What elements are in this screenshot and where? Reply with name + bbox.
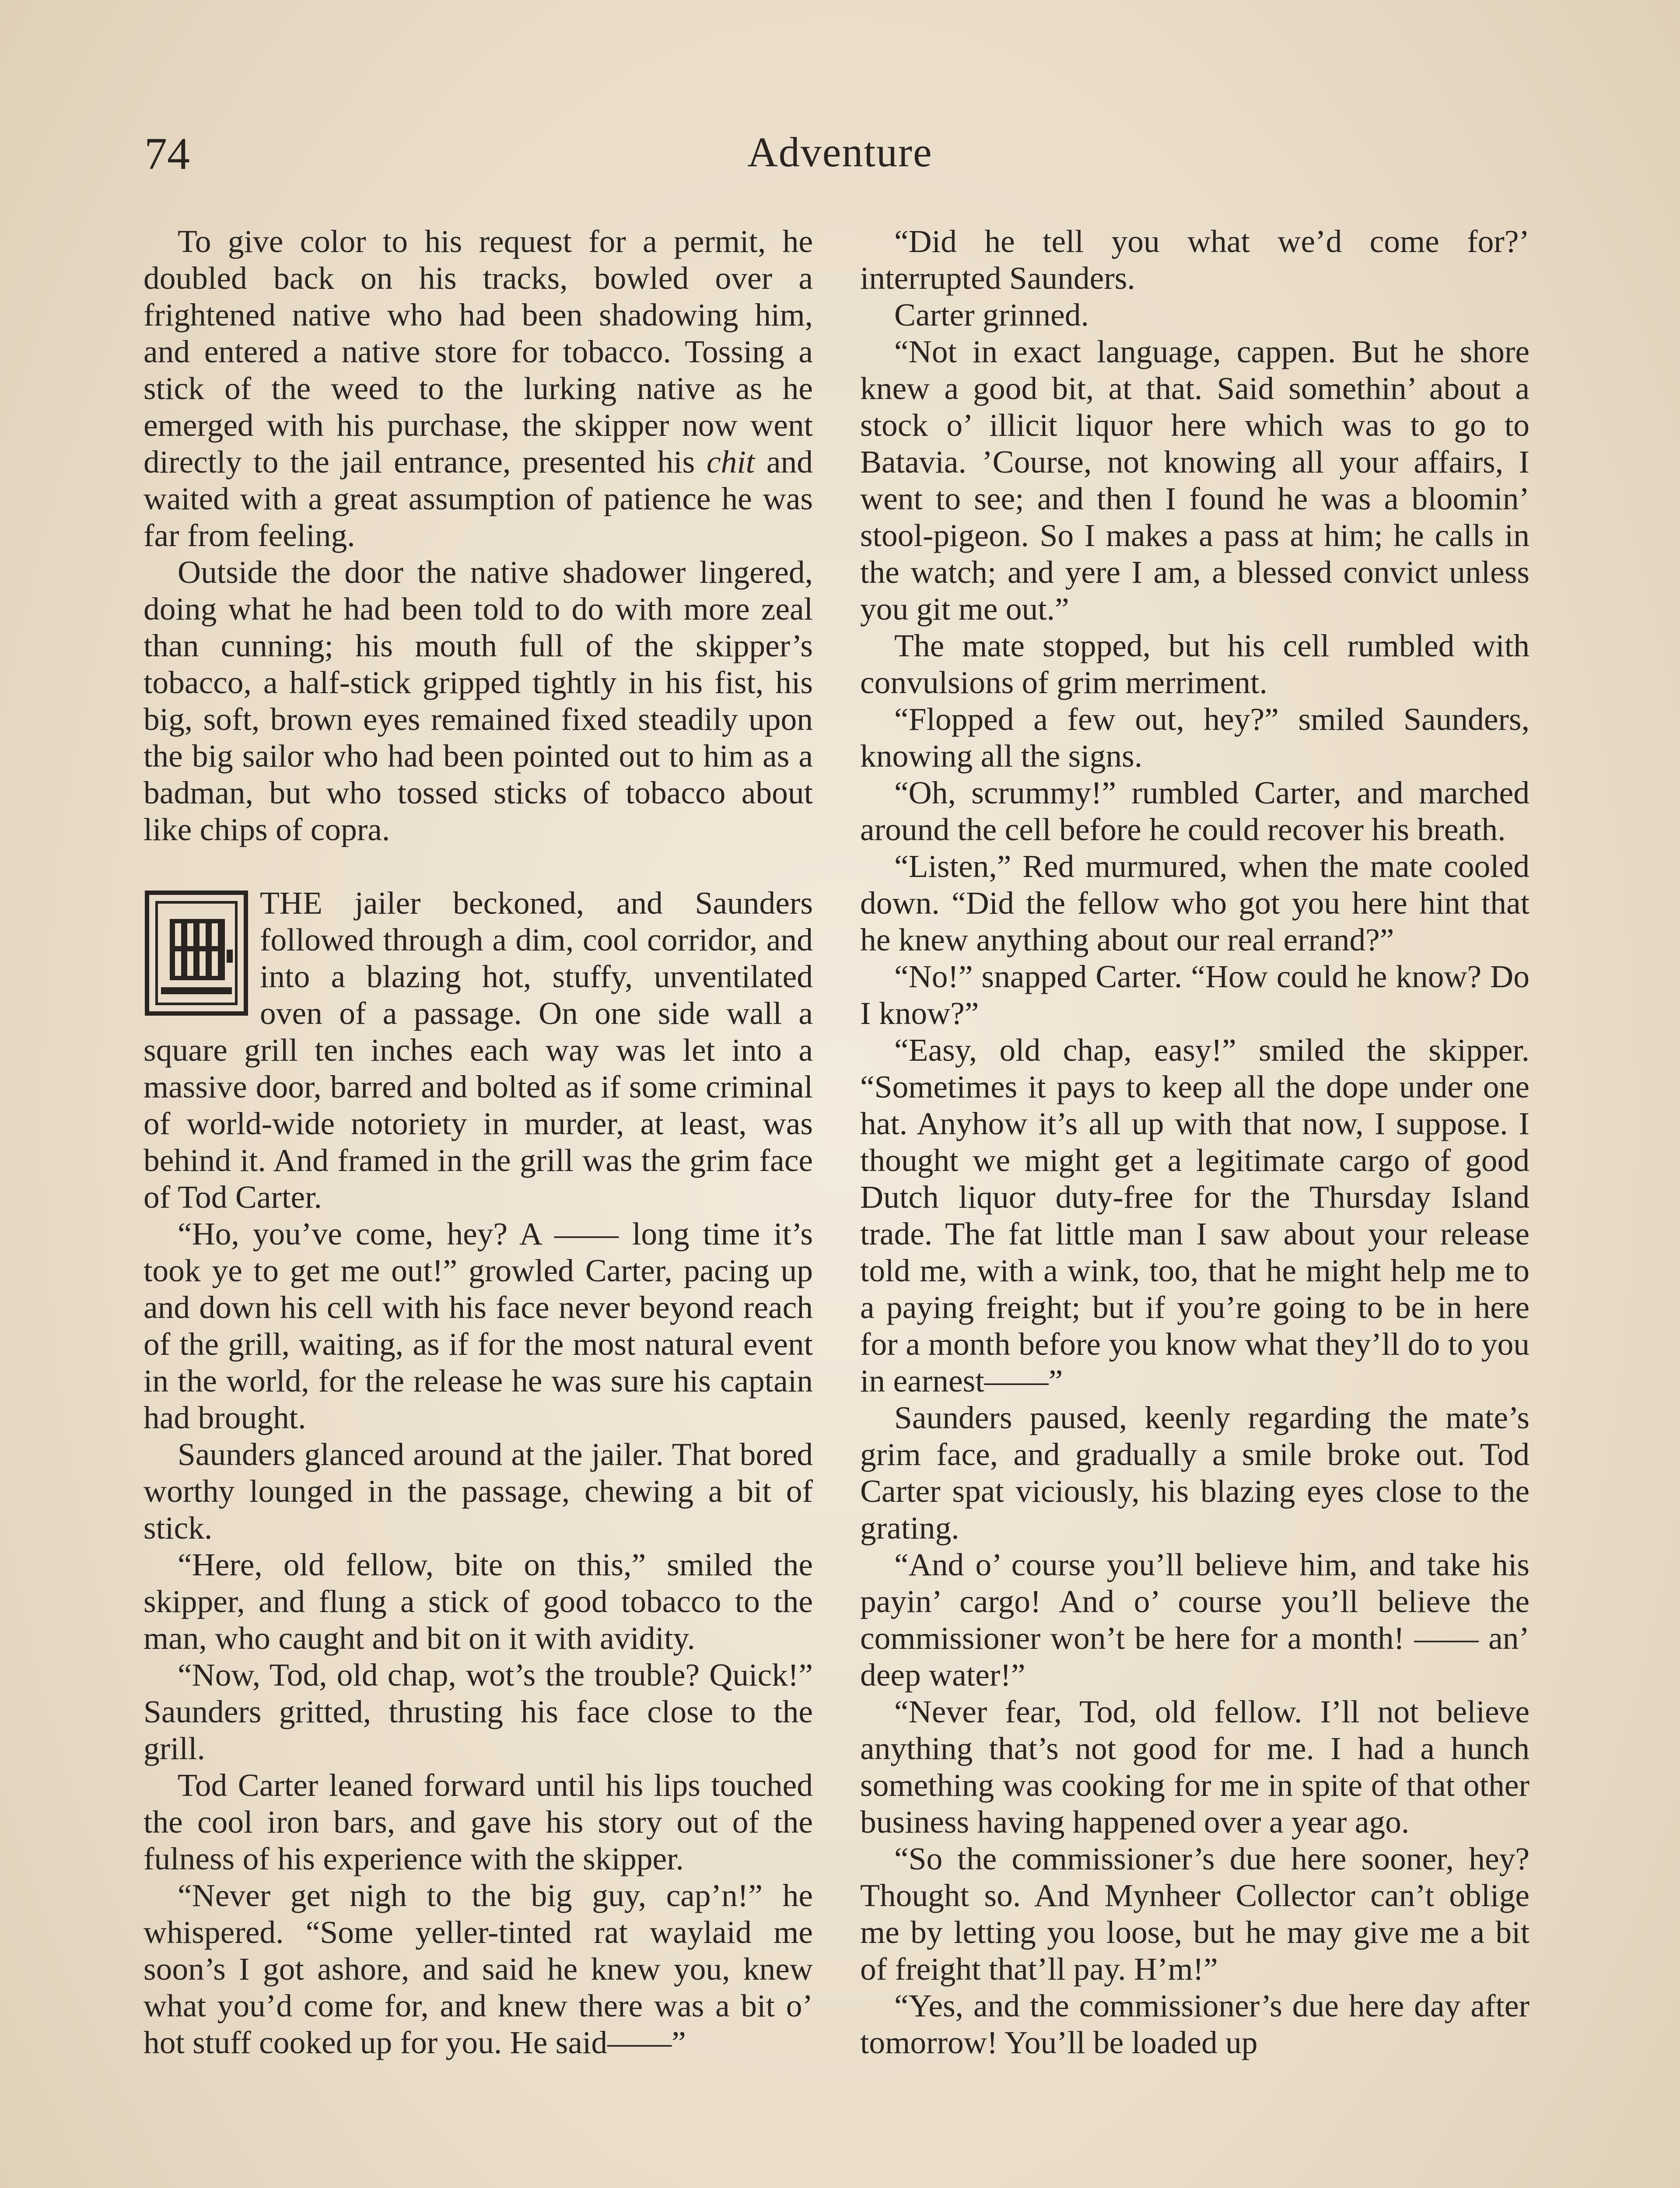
paragraph: “No!” snapped Carter. “How could he know? Do I know?” — [860, 959, 1530, 1031]
paragraph-text: and waited with a great assumption of patience he was far from feeling. — [144, 444, 813, 553]
paragraph: “Now, Tod, old chap, wot’s the trouble? Quick!” Saunders gritted, thrusting his face close to the grill. — [144, 1657, 813, 1766]
paragraph: Carter grinned. — [894, 297, 1089, 333]
paragraph — [144, 223, 813, 554]
italic-word: chit — [706, 444, 755, 480]
page-header — [144, 131, 1536, 193]
paragraph: Saunders paused, keenly regarding the mate’s grim face, and gradually a smile broke out. Tod Carter spat viciously, his blazing eyes close to the grating. — [860, 1400, 1530, 1546]
paragraph: Tod Carter leaned forward until his lips touched the cool iron bars, and gave his story out of the fulness of his experience with the skipper. — [144, 1767, 813, 1876]
paragraph: “Here, old fellow, bite on this,” smiled the skipper, and flung a stick of good tobacco to the man, who caught and bit on it with avidity. — [144, 1547, 813, 1656]
paragraph: “Oh, scrummy!” rumbled Carter, and marched around the cell before he could recover his breath. — [860, 775, 1530, 847]
paragraph-text: THE jailer beckoned, and Saunders followed through a dim, cool corridor, and into a blazing hot, stuffy, unventilated oven of a passage. On one side wall a square grill ten inches each way was let into a massive door, barred and bolted as if some criminal of world-wide notoriety in murder, at least, was behind it. And framed in the grill was the grim face of Tod Carter. — [144, 885, 813, 1215]
paragraph: “And o’ course you’ll believe him, and take his payin’ cargo! And o’ course you’ll believe the commissioner won’t be here for a month! —— an’ deep water!” — [860, 1547, 1530, 1693]
paragraph: “Easy, old chap, easy!” smiled the skipper. “Sometimes it pays to keep all the dope under one hat. Anyhow it’s all up with that now, I suppose. I thought we might get a legitimate cargo of good Dutch liquor duty-free for the Thursday Island trade. The fat little man I saw about your release told me, with a wink, too, that he might help me to a paying freight; but if you’re going to be in here for a month before you know what they’ll do to you in earnest——” — [860, 1032, 1530, 1399]
paragraph: “Listen,” Red murmured, when the mate cooled down. “Did the fellow who got you here hint that he knew anything about our real errand?” — [860, 849, 1530, 957]
paragraph: “Never fear, Tod, old fellow. I’ll not believe anything that’s not good for me. I had a hunch something was cooking for me in spite of that other business having happened over a year ago. — [860, 1694, 1530, 1840]
paragraph: Saunders glanced around at the jailer. That bored worthy lounged in the passage, chewing a bit of stick. — [144, 1437, 813, 1546]
paragraph-with-dropcap — [144, 885, 813, 1216]
paragraph: “Ho, you’ve come, hey? A —— long time it’s took ye to get me out!” growled Carter, pacing up and down his cell with his face never beyond reach of the grill, waiting, as if for the most natural event in the world, for the release he was sure his captain had brought. — [144, 1216, 813, 1435]
paragraph-text: To give color to his request for a permit, he doubled back on his tracks, bowled over a frightened native who had been shadowing him, and entered a native store for tobacco. Tossing a stick of the weed to the lurking native as he emerged with his purchase, the skipper now went directly to the jail entrance, presented his — [144, 224, 813, 480]
paragraph: “Flopped a few out, hey?” smiled Saunders, knowing all the signs. — [860, 701, 1530, 774]
paragraph: “Never get nigh to the big guy, cap’n!” he whispered. “Some yeller-tinted rat waylaid me soon’s I got ashore, and said he knew you, knew what you’d come for, and knew there was a bit o’ hot stuff cooked up for you. He said——” — [144, 1878, 813, 2060]
right-column — [860, 223, 1530, 2061]
paragraph: “Not in exact language, cappen. But he shore knew a good bit, at that. Said somethin’ about a stock o’ illicit liquor here which was to go to Batavia. ’Course, not knowing all your affairs, I went to see; and then I found he was a bloomin’ stool-pigeon. So I makes a pass at him; he calls in the watch; and yere I am, a blessed convict unless you git me out.” — [860, 334, 1530, 627]
paragraph: “So the commissioner’s due here sooner, hey? Thought so. And Mynheer Collector can’t oblige me by letting you loose, but he may give me a bit of freight that’ll pay. H’m!” — [860, 1841, 1530, 1987]
paragraph: Outside the door the native shadower lingered, doing what he had been told to do with more zeal than cunning; his mouth full of the skipper’s tobacco, a half-stick gripped tightly in his fist, his big, soft, brown eyes remained fixed steadily upon the big sailor who had been pointed out to him as a badman, but who tossed sticks of tobacco about like chips of copra. — [144, 554, 813, 847]
paragraph: “Did he tell you what we’d come for?’ interrupted Saunders. — [860, 224, 1530, 296]
page-number: 74 — [144, 129, 190, 179]
magazine-title: Adventure — [747, 129, 933, 175]
jail-door-dropcap-icon — [144, 888, 248, 1016]
paragraph: “Yes, and the commissioner’s due here day after tomorrow! You’ll be loaded up — [860, 1988, 1530, 2060]
paragraph: The mate stopped, but his cell rumbled with convulsions of grim merriment. — [860, 628, 1530, 700]
left-column — [144, 223, 813, 2061]
